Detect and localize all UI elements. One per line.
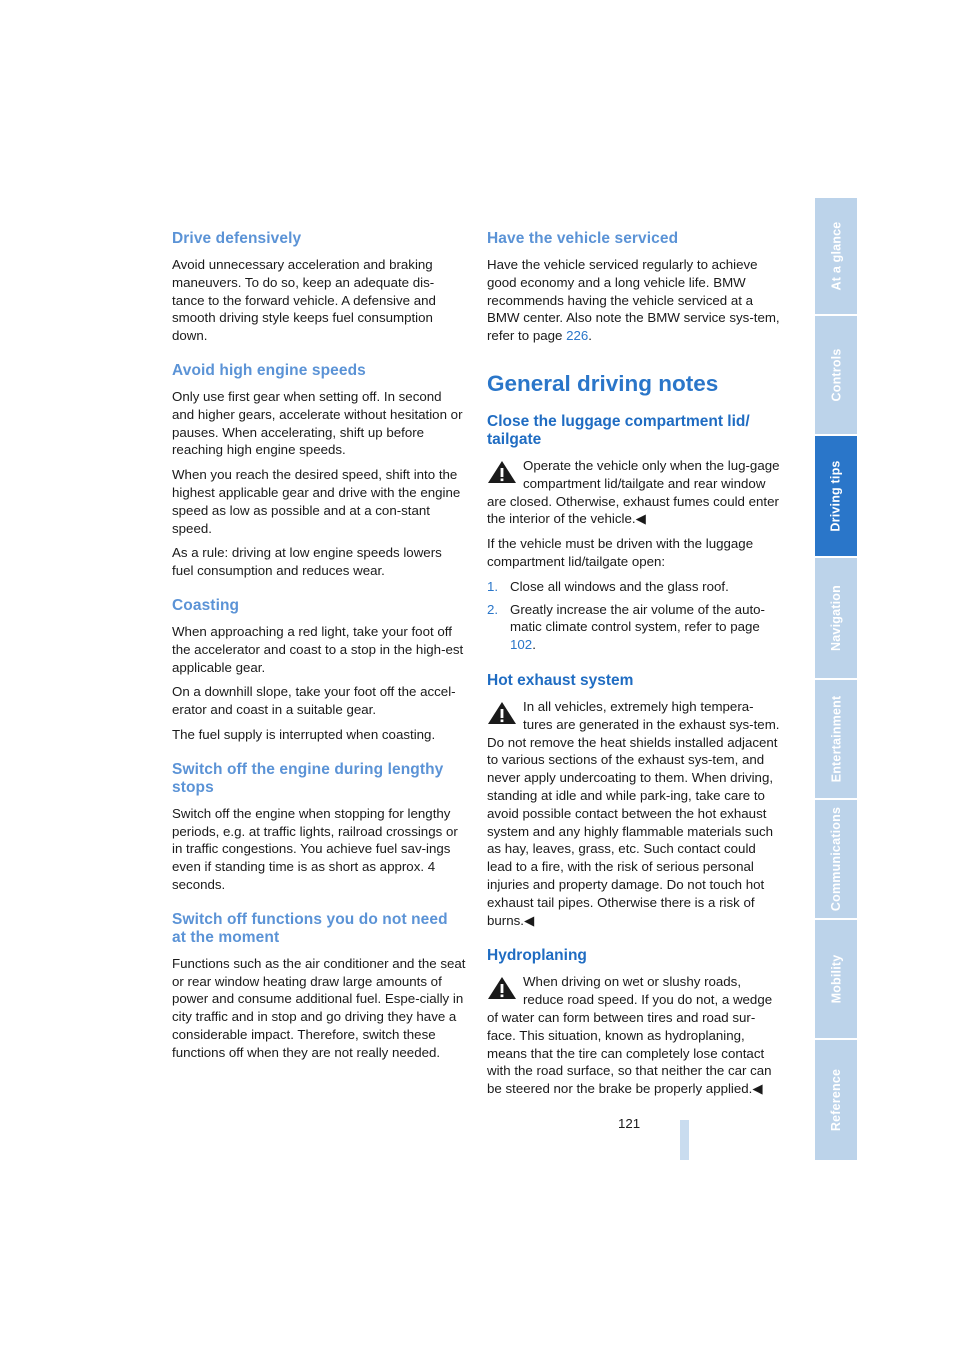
tab-controls[interactable] [815, 316, 857, 434]
paragraph: Functions such as the air conditioner and the seat or rear window heating draw large amounts of power and consume additional fuel. Espe-cially in city traffic and in stop and go driving they have a considerable impact. Therefore, switch these functions off when they are not really needed. [172, 955, 466, 1060]
paragraph: When you reach the desired speed, shift into the highest applicable gear and drive with the engine speed as low as possible and at a con-stant speed. [172, 467, 461, 536]
tab-label: Driving tips [829, 460, 843, 532]
tab-entertainment[interactable] [815, 680, 857, 798]
heading-luggage-compartment: Close the luggage compartment lid/ tailgate [487, 412, 750, 448]
warning-text: When driving on wet or slushy roads, reduce road speed. If you do not, a wedge of water can form between tires and road sur-face. This situation, known as hydroplaning, means that the tire can completely lose contact with the road surface, so that neither the car can be steered nor the brake be properly applied.◀ [487, 974, 773, 1097]
paragraph: Switch off the engine when stopping for lengthy periods, e.g. at traffic lights, railroad crossings or in traffic congestions. You achieve fuel sav-ings even if standing time is as short as approx. 4 seconds. [172, 805, 458, 892]
heading-avoid-high-engine-speeds: Avoid high engine speeds [172, 361, 366, 379]
warning-triangle-icon [487, 460, 517, 484]
list-item [487, 578, 781, 596]
warning-note [487, 973, 781, 1098]
heading-hot-exhaust-system: Hot exhaust system [487, 671, 634, 689]
heading-switch-off-functions: Switch off functions you do not need at the moment [172, 910, 448, 946]
heading-hydroplaning: Hydroplaning [487, 947, 587, 965]
tab-label: Communications [829, 806, 844, 912]
section-title-general-driving-notes: General driving notes [487, 370, 719, 396]
tab-driving-tips[interactable] [815, 436, 857, 556]
step-text: . [532, 637, 536, 653]
paragraph-text: Have the vehicle serviced regularly to achieve good economy and a long vehicle life. BMW recommends having the vehicle serviced at a BMW center. Also note the BMW service sys-tem, refer to page [487, 257, 780, 344]
tab-label: Controls [829, 348, 843, 402]
paragraph: On a downhill slope, take your foot off the accel-erator and coast in a suitable gear. [172, 684, 456, 718]
step-number: 2. [487, 601, 499, 617]
warning-note [487, 457, 781, 528]
heading-coasting: Coasting [172, 596, 240, 614]
heading-switch-off-engine: Switch off the engine during lengthy stops [172, 760, 444, 796]
paragraph: If the vehicle must be driven with the luggage compartment lid/tailgate open: [487, 536, 754, 569]
tab-label: Entertainment [829, 695, 844, 783]
warning-triangle-icon [487, 976, 517, 1000]
page-link-226[interactable]: 226 [566, 328, 589, 344]
paragraph [487, 256, 781, 345]
paragraph: Only use first gear when setting off. In second and higher gears, accelerate without hesitation or pauses. When accelerating, shift up before reaching high engine speeds. [172, 388, 463, 458]
warning-text: In all vehicles, extremely high tempera-tures are generated in the exhaust sys-tem. Do not remove the heat shields installed adjacent to various sections of the exhaust sys-tem, and never apply undercoating to them. When driving, standing at idle and while park-ing, take care to avoid possible contact between the hot exhaust system and any highly flammable materials such as hay, leaves, grass, etc. Such contact could lead to a fire, with the risk of serious personal injuries and property damage. Do not touch hot exhaust tail pipes. Otherwise there is a risk of burns.◀ [487, 698, 780, 928]
paragraph-text: . [588, 328, 592, 344]
step-text: Close all windows and the glass roof. [510, 578, 729, 594]
paragraph: The fuel supply is interrupted when coasting. [172, 726, 436, 742]
left-column [172, 230, 466, 1069]
page-link-102[interactable]: 102 [510, 637, 533, 653]
tab-navigation[interactable] [815, 558, 857, 678]
chapter-tabs [815, 198, 857, 1160]
page-number: 121 [618, 1116, 641, 1131]
tab-communications[interactable] [815, 800, 857, 918]
warning-triangle-icon [487, 701, 517, 725]
right-column [487, 230, 781, 1105]
step-text: Greatly increase the air volume of the auto-matic climate control system, refer to page [510, 601, 765, 635]
warning-text: Operate the vehicle only when the lug-gage compartment lid/tailgate and rear window are closed. Otherwise, exhaust fumes could enter the interior of the vehicle.◀ [487, 457, 780, 527]
tab-label: Navigation [829, 585, 843, 651]
tab-at-a-glance[interactable] [815, 198, 857, 314]
steps-list [487, 578, 781, 654]
tab-label: Reference [829, 1068, 843, 1132]
warning-note [487, 698, 781, 929]
list-item [487, 601, 781, 654]
paragraph: When approaching a red light, take your foot off the accelerator and coast to a stop in the high-est applicable gear. [172, 623, 464, 675]
tab-label: Mobility [829, 954, 844, 1004]
paragraph: As a rule: driving at low engine speeds lowers fuel consumption and reduces wear. [172, 545, 442, 579]
heading-vehicle-serviced: Have the vehicle serviced [487, 230, 679, 247]
tab-label: At a glance [829, 221, 844, 291]
tab-reference[interactable] [815, 1040, 857, 1160]
paragraph: Avoid unnecessary acceleration and braking maneuvers. To do so, keep an adequate dis-tance to the forward vehicle. A defensive and smooth driving style keeps fuel consumption down. [172, 257, 436, 344]
heading-drive-defensively: Drive defensively [172, 230, 302, 247]
step-number: 1. [487, 578, 499, 594]
page-marker-bar [680, 1120, 689, 1160]
tab-mobility[interactable] [815, 920, 857, 1038]
